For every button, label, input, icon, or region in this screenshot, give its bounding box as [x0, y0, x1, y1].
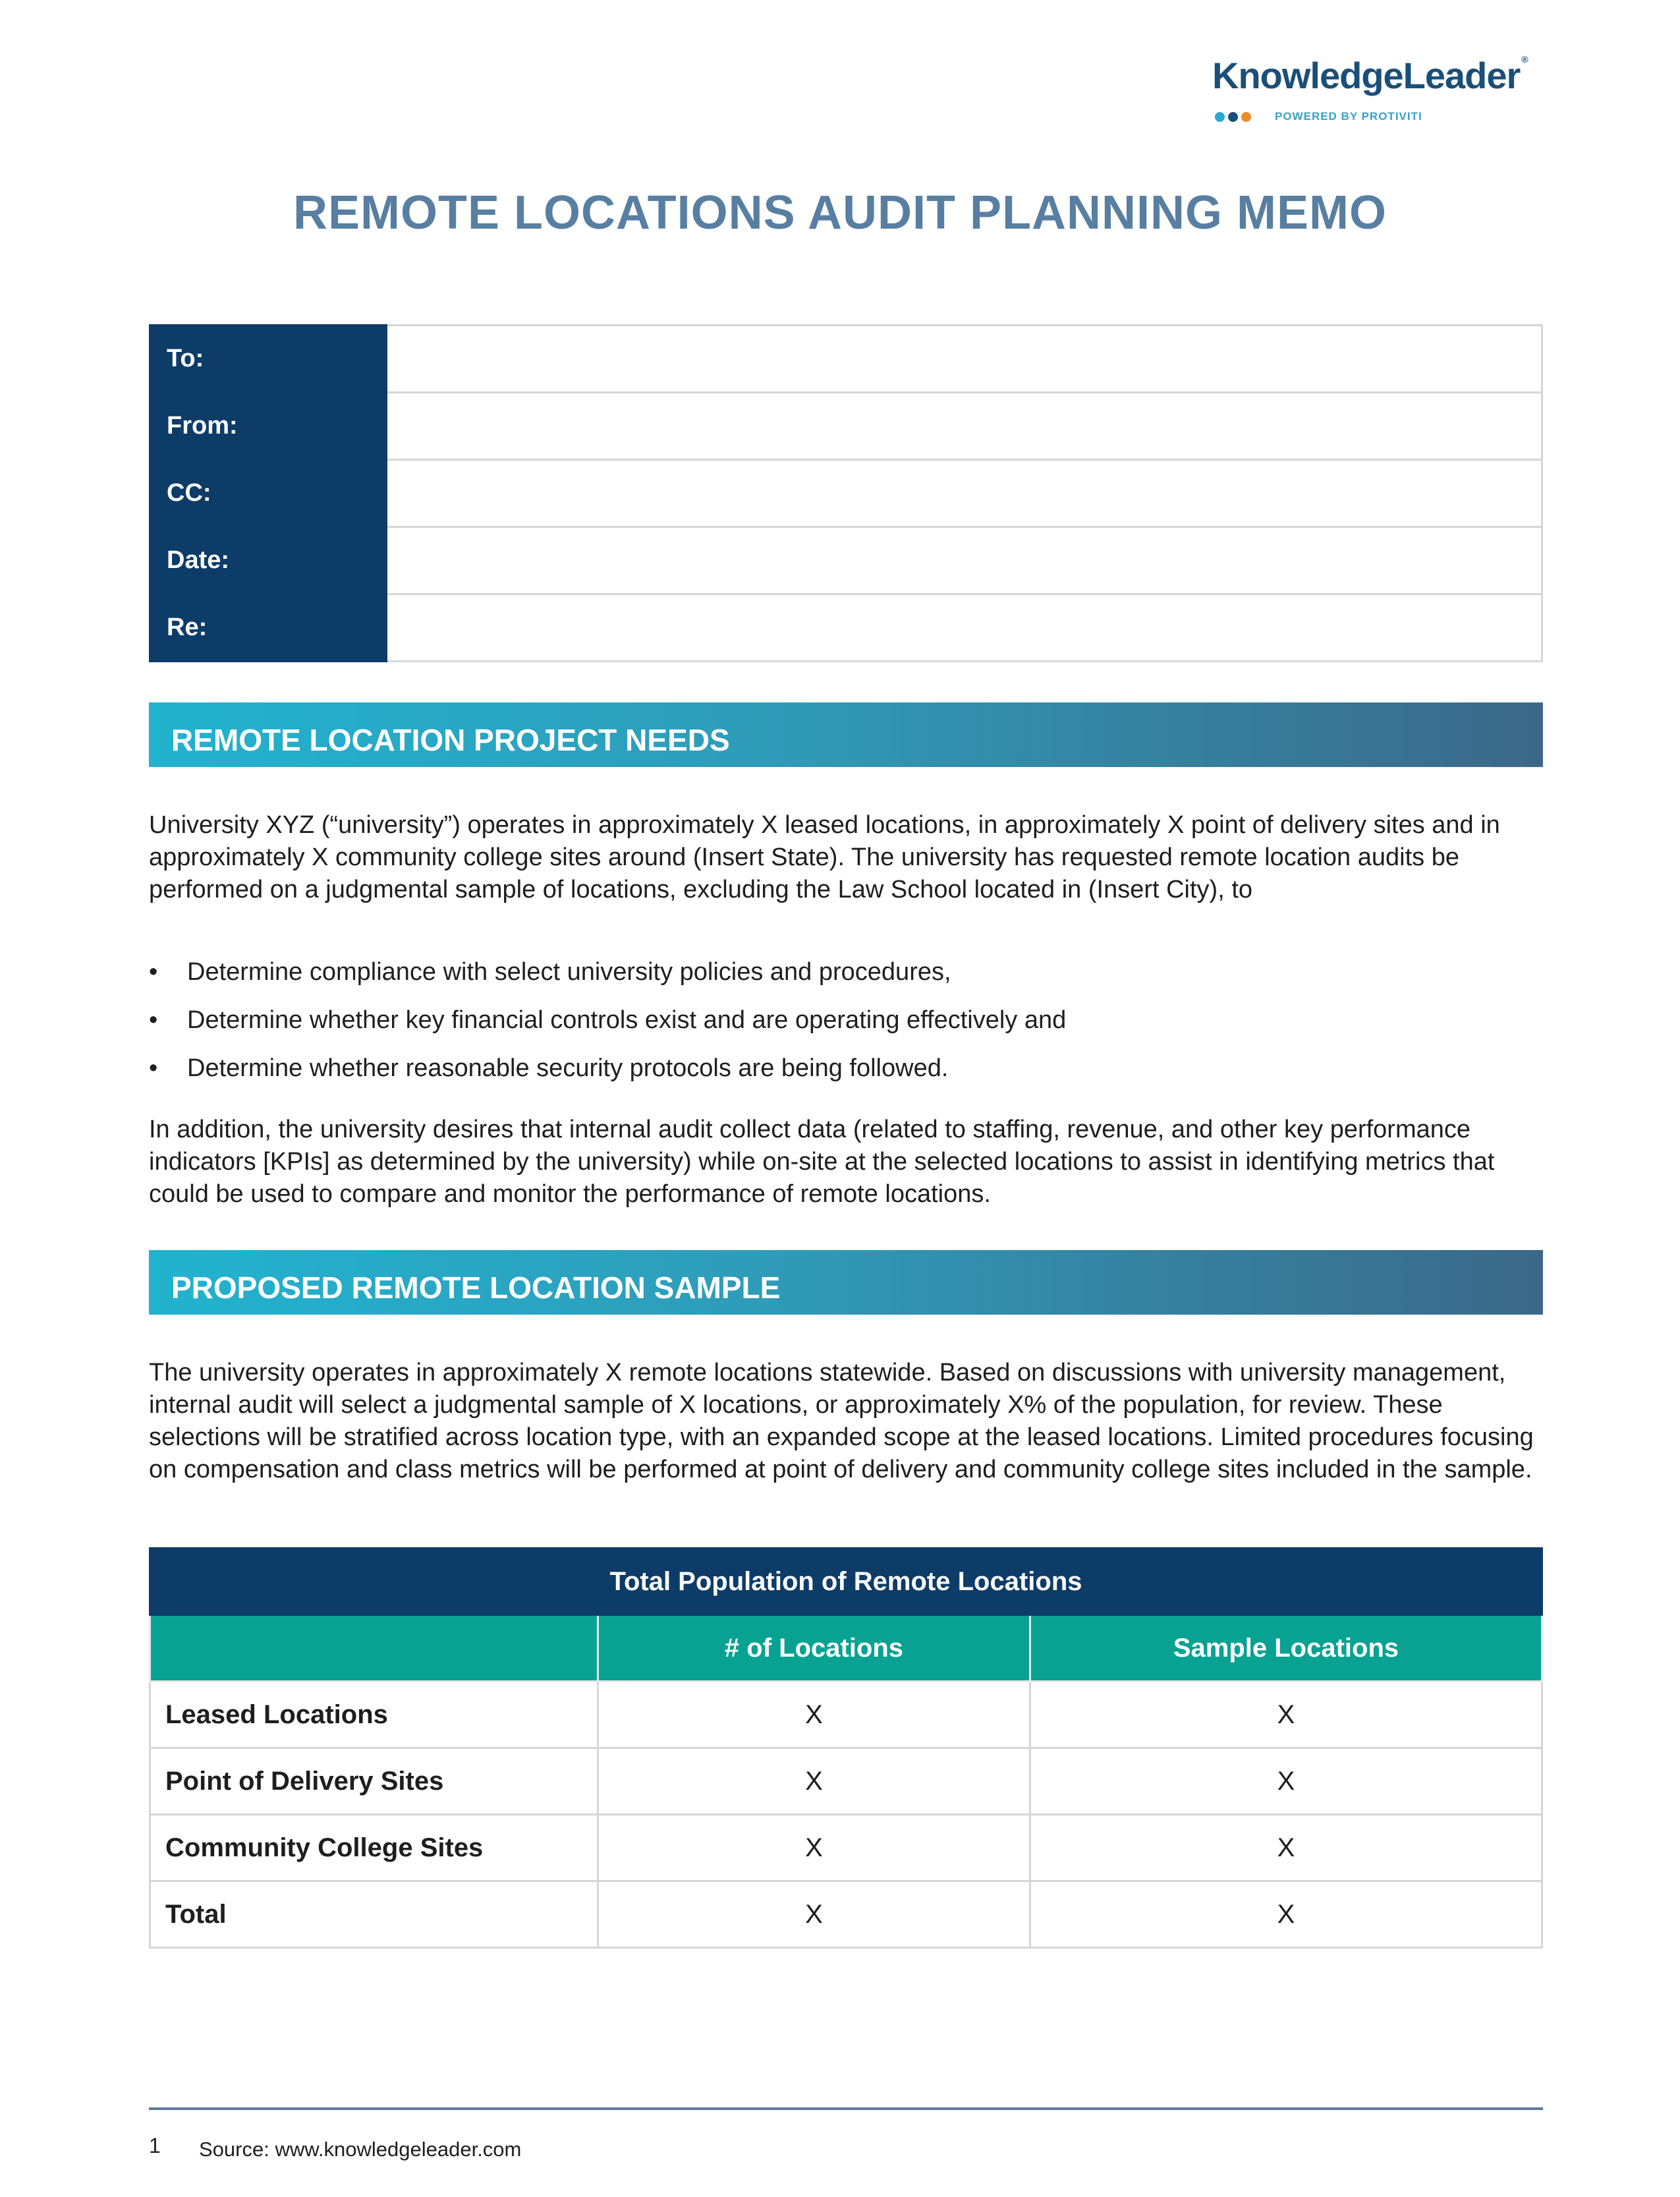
- section1-closing-paragraph: In addition, the university desires that internal audit collect data (related to staffing, revenue, and other key performance indicators [KPIs] as determined by the university) while on-site at the selected locations to assist in identifying metrics that could be used to compare and monitor the performance of remote locations.: [149, 1116, 1495, 1208]
- registered-mark: ®: [1521, 54, 1528, 65]
- memo-row-cc: [150, 460, 1542, 527]
- column-header-blank: [150, 1615, 598, 1682]
- cell-count[interactable]: X: [598, 1815, 1030, 1881]
- memo-label: Re:: [150, 594, 387, 662]
- row-label: Community College Sites: [150, 1815, 598, 1881]
- table-row: [150, 1881, 1542, 1948]
- page-number: 1: [149, 2134, 161, 2157]
- memo-label: To:: [150, 326, 387, 393]
- row-label: Total: [150, 1881, 598, 1948]
- memo-value-from[interactable]: [387, 393, 1542, 460]
- list-item: [149, 956, 1532, 988]
- memo-label: Date:: [150, 527, 387, 594]
- table-title: Total Population of Remote Locations: [150, 1549, 1542, 1615]
- section1-intro-paragraph: University XYZ (“university”) operates in approximately X leased locations, in approximately X point of delivery sites and in approximately X community college sites around (Insert State). The university has requested remote location audits be performed on a judgmental sample of locations, excluding the Law School located in (Insert City), to: [149, 811, 1500, 903]
- cell-count[interactable]: X: [598, 1748, 1030, 1815]
- cell-count[interactable]: X: [598, 1881, 1030, 1948]
- source-link[interactable]: Source: www.knowledgeleader.com: [199, 2138, 522, 2161]
- cell-sample[interactable]: X: [1030, 1748, 1542, 1815]
- list-item: [149, 1052, 1532, 1085]
- bullet-icon: •: [149, 958, 158, 986]
- section-heading-project-needs: REMOTE LOCATION PROJECT NEEDS: [149, 702, 1543, 767]
- section2-paragraph: The university operates in approximately X remote locations statewide. Based on discussions with university management, internal audit will select a judgmental sample of X locations, or approximately X% of the population, for review. These selections will be stratified across location type, with an expanded scope at the leased locations. Limited procedures focusing on compensation and class metrics will be performed at point of delivery and community college sites included in the sample.: [149, 1359, 1534, 1483]
- memo-row-to: [150, 326, 1542, 393]
- memo-header-table: [149, 324, 1543, 662]
- memo-row-from: [150, 393, 1542, 460]
- table-title-row: [150, 1549, 1542, 1615]
- cell-sample[interactable]: X: [1030, 1682, 1542, 1748]
- row-label: Point of Delivery Sites: [150, 1748, 598, 1815]
- memo-value-cc[interactable]: [387, 460, 1542, 527]
- column-header-locations: # of Locations: [598, 1615, 1030, 1682]
- bullet-text: Determine whether key financial controls exist and are operating effectively and: [187, 1006, 1067, 1034]
- logo-dot: [1215, 112, 1225, 122]
- logo-wordmark: KnowledgeLeader: [1212, 55, 1521, 96]
- logo-tagline: POWERED BY PROTIVITI: [1275, 110, 1422, 123]
- footer-divider: [149, 2107, 1543, 2110]
- bullet-text: Determine whether reasonable security protocols are being followed.: [187, 1054, 949, 1082]
- remote-locations-table: [149, 1547, 1543, 1949]
- memo-label: CC:: [150, 460, 387, 527]
- bullet-icon: •: [149, 1006, 158, 1034]
- bullet-icon: •: [149, 1054, 158, 1082]
- table-row: [150, 1682, 1542, 1748]
- logo-dot: [1228, 112, 1238, 122]
- page-title: REMOTE LOCATIONS AUDIT PLANNING MEMO: [293, 186, 1387, 239]
- memo-label: From:: [150, 393, 387, 460]
- list-item: [149, 1004, 1532, 1037]
- logo-dots-icon: [1215, 112, 1254, 123]
- table-header-row: [150, 1615, 1542, 1682]
- memo-row-date: [150, 527, 1542, 594]
- memo-value-re[interactable]: [387, 594, 1542, 662]
- section-heading-proposed-sample: PROPOSED REMOTE LOCATION SAMPLE: [149, 1250, 1543, 1315]
- cell-sample[interactable]: X: [1030, 1881, 1542, 1948]
- memo-value-to[interactable]: [387, 326, 1542, 393]
- table-row: [150, 1748, 1542, 1815]
- knowledgeleader-logo: [1212, 54, 1542, 127]
- bullet-text: Determine compliance with select university policies and procedures,: [187, 958, 951, 986]
- cell-count[interactable]: X: [598, 1682, 1030, 1748]
- table-row: [150, 1815, 1542, 1881]
- column-header-sample: Sample Locations: [1030, 1615, 1542, 1682]
- memo-row-re: [150, 594, 1542, 662]
- row-label: Leased Locations: [150, 1682, 598, 1748]
- memo-value-date[interactable]: [387, 527, 1542, 594]
- section1-bullet-list: [149, 956, 1532, 1100]
- logo-dot: [1241, 112, 1251, 122]
- cell-sample[interactable]: X: [1030, 1815, 1542, 1881]
